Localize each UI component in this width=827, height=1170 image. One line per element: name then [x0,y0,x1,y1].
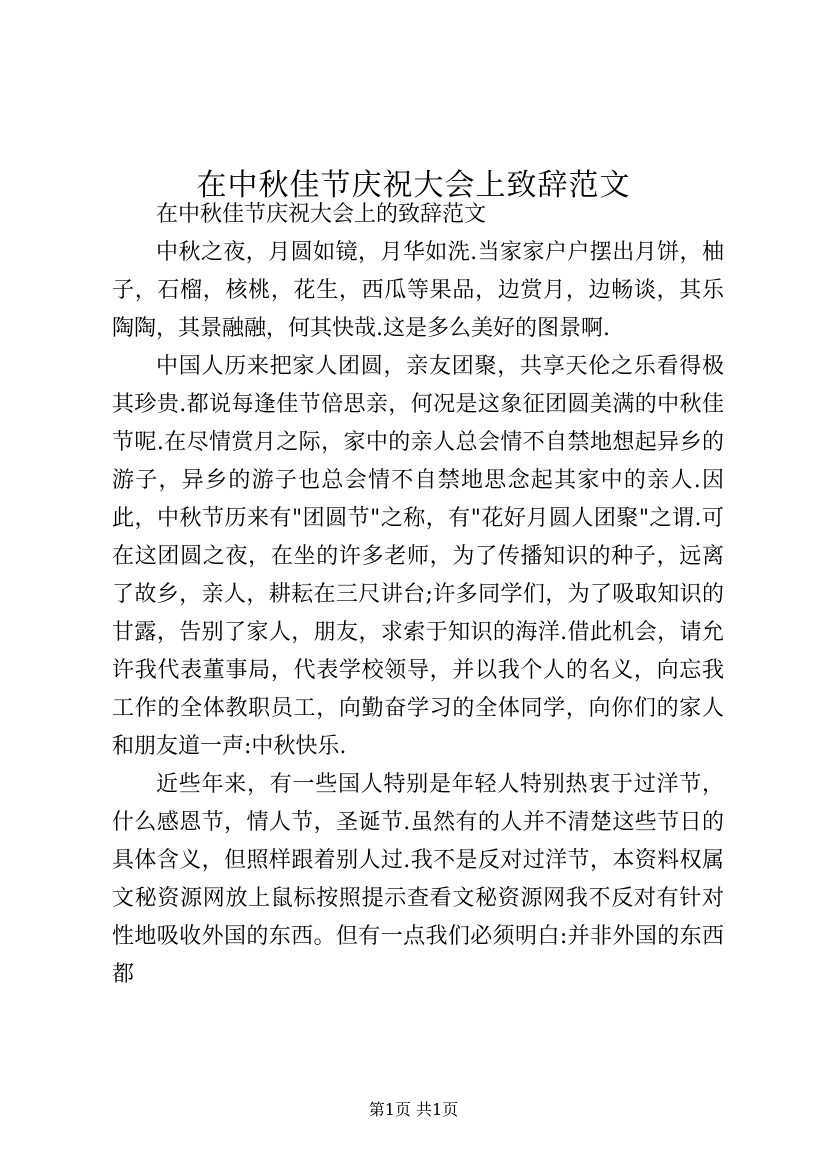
document-title: 在中秋佳节庆祝大会上致辞范文 [196,168,631,204]
paragraph-subtitle: 在中秋佳节庆祝大会上的致辞范文 [156,202,487,227]
paragraph-1: 中秋之夜，月圆如镜，月华如洗.当家家户户摆出月饼，柚子，石榴，核桃，花生，西瓜等果品，边赏月，边畅谈，其乐陶陶，其景融融，何其快哉.这是多么美好的图景啊. [112,240,724,341]
paragraph-2: 中国人历来把家人团圆，亲友团聚，共享天伦之乐看得极其珍贵.都说每逢佳节倍思亲，何况是这象征团圆美满的中秋佳节呢.在尽情赏月之际，家中的亲人总会情不自禁地想起异乡的游子，异乡的游子也总会情不自禁地思念起其家中的亲人.因此，中秋节历来有"团圆节"之称，有"花好月圆人团聚"之谓.可在这团圆之夜，在坐的许多老师，为了传播知识的种子，远离了故乡，亲人，耕耘在三尺讲台;许多同学们，为了吸取知识的甘露，告别了家人，朋友，求索于知识的海洋.借此机会，请允许我代表董事局，代表学校领导，并以我个人的名义，向忘我工作的全体教职员工，向勤奋学习的全体同学，向你们的家人和朋友道一声:中秋快乐. [112,354,724,759]
paragraph-3: 近些年来，有一些国人特别是年轻人特别热衷于过洋节，什么感恩节，情人节，圣诞节.虽然有的人并不清楚这些节日的具体含义，但照样跟着别人过.我不是反对过洋节，本资料权属文秘资源网放上鼠标按照提示查看文秘资源网我不反对有针对性地吸收外国的东西。但有一点我们必须明白:并非外国的东西都 [112,772,724,987]
document-body [112,196,724,994]
page-footer: 第1页 共1页 [368,1100,459,1119]
